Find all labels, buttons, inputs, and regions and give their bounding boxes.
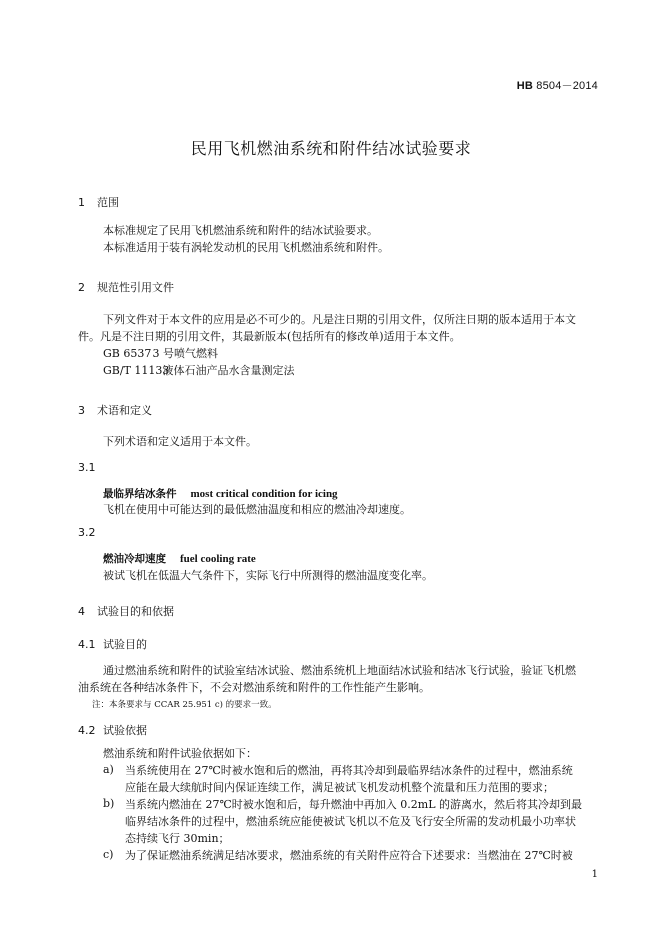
section-title: 规范性引用文件 <box>97 281 174 294</box>
reference-name: 液体石油产品水含量测定法 <box>162 364 295 377</box>
page-number: 1 <box>591 869 598 880</box>
standard-prefix: HB <box>516 80 533 92</box>
section-4-heading <box>78 603 174 619</box>
standard-number: 8504－2014 <box>536 80 598 92</box>
subsection-title: 试验依据 <box>103 724 147 737</box>
reference-code: GB/T 11133 <box>103 364 170 377</box>
section-1-heading <box>78 194 119 210</box>
section-title: 术语和定义 <box>97 404 152 417</box>
standard-code <box>517 77 598 93</box>
term-zh: 燃油冷却速度 <box>103 553 166 565</box>
section-title: 试验目的和依据 <box>97 605 174 618</box>
term-entry <box>103 486 338 501</box>
document-title: 民用飞机燃油系统和附件结冰试验要求 <box>190 139 472 158</box>
reference-name: 3 号喷气燃料 <box>152 347 218 360</box>
list-item-line: 为了保证燃油系统满足结冰要求，燃油系统的有关附件应符合下述要求：当燃油在 27℃时被 <box>125 849 573 862</box>
section-2-heading <box>78 279 174 295</box>
term-definition: 飞机在使用中可能达到的最低燃油温度和相应的燃油冷却速度。 <box>103 503 411 516</box>
note: 注：本条要求与 CCAR 25.951 c) 的要求一致。 <box>92 700 277 710</box>
reference-item <box>103 345 218 362</box>
paragraph: 本标准规定了民用飞机燃油系统和附件的结冰试验要求。 <box>103 224 378 237</box>
subsection-4-1-heading <box>78 636 147 652</box>
list-item-marker: b) <box>103 797 115 810</box>
section-title: 范围 <box>97 196 119 209</box>
paragraph-continued: 油系统在各种结冰条件下，不会对燃油系统和附件的工作性能产生影响。 <box>78 681 430 694</box>
list-item-marker: a) <box>103 763 114 776</box>
term-definition: 被试飞机在低温大气条件下，实际飞行中所测得的燃油温度变化率。 <box>103 569 433 582</box>
term-en: most critical condition for icing <box>190 488 338 500</box>
term-number: 3.1 <box>78 461 96 474</box>
term-number: 3.2 <box>78 526 96 539</box>
section-number: 4 <box>78 605 85 618</box>
reference-code: GB 6537 <box>103 347 152 360</box>
reference-item <box>103 362 295 379</box>
paragraph-continued: 件。凡是不注日期的引用文件，其最新版本(包括所有的修改单)适用于本文件。 <box>78 330 461 343</box>
list-item-line: 当系统使用在 27℃时被水饱和后的燃油，再将其冷却到最临界结冰条件的过程中，燃油系统 <box>125 764 573 777</box>
section-number: 3 <box>78 404 85 417</box>
paragraph: 燃油系统和附件试验依据如下： <box>103 747 257 760</box>
list-item-line: 临界结冰条件的过程中，燃油系统应能使被试飞机以不危及飞行安全所需的发动机最小功率状 <box>125 815 576 828</box>
section-number: 1 <box>78 196 85 209</box>
term-entry <box>103 551 256 566</box>
list-item-line: 态持续飞行 30min； <box>125 832 230 845</box>
paragraph: 下列文件对于本文件的应用是必不可少的。凡是注日期的引用文件，仅所注日期的版本适用于本文 <box>103 313 576 326</box>
subsection-number: 4.1 <box>78 638 96 651</box>
list-item-marker: c) <box>103 848 114 861</box>
section-number: 2 <box>78 281 85 294</box>
term-zh: 最临界结冰条件 <box>103 488 177 500</box>
term-en: fuel cooling rate <box>180 553 256 565</box>
list-item-line: 当系统内燃油在 27℃时被水饱和后，每升燃油中再加入 0.2mL 的游离水，然后将其冷却到最 <box>125 798 583 811</box>
paragraph: 通过燃油系统和附件的试验室结冰试验、燃油系统机上地面结冰试验和结冰飞行试验，验证飞机燃 <box>103 664 576 677</box>
section-3-heading <box>78 402 152 418</box>
subsection-number: 4.2 <box>78 724 96 737</box>
subsection-4-2-heading <box>78 722 147 738</box>
paragraph: 下列术语和定义适用于本文件。 <box>103 435 257 448</box>
list-item-line: 应能在最大续航时间内保证连续工作，满足被试飞机发动机整个流量和压力范围的要求； <box>125 781 554 794</box>
subsection-title: 试验目的 <box>103 638 147 651</box>
paragraph: 本标准适用于装有涡轮发动机的民用飞机燃油系统和附件。 <box>103 241 389 254</box>
